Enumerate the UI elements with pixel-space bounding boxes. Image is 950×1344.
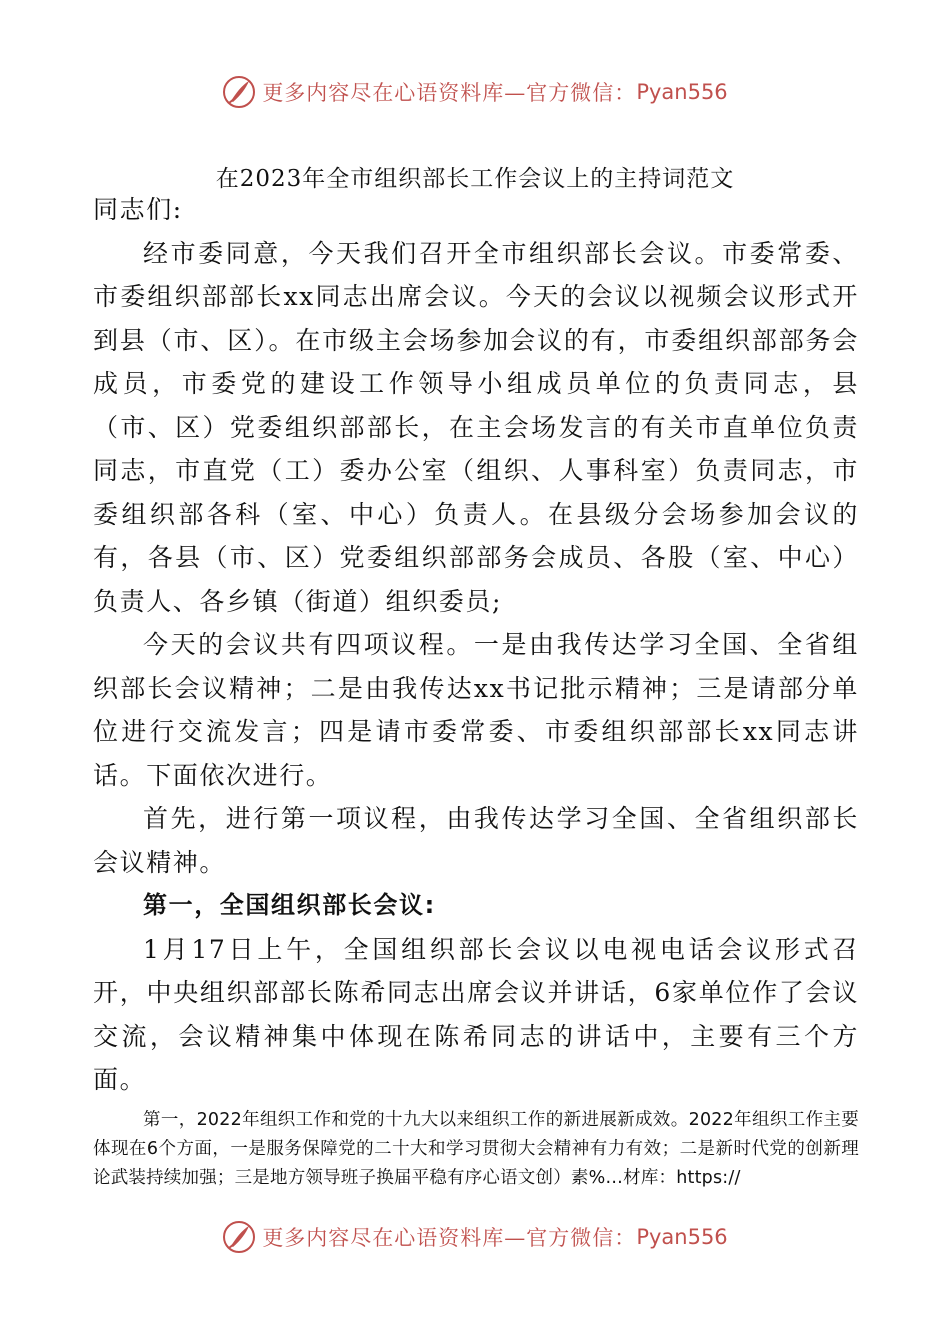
salutation: 同志们: <box>93 195 183 224</box>
paragraph-agenda: 今天的会议共有四项议程。一是由我传达学习全国、全省组织部长会议精神；二是由我传达xx书记批示精神；三是请部分单位进行交流发言；四是请市委常委、市委组织部部长xx同志讲话。下面依次进行。 <box>93 630 859 790</box>
quill-pen-logo-icon <box>222 75 256 109</box>
watermark-banner-bottom <box>0 1217 950 1257</box>
watermark-wechat-id: Pyan556 <box>636 1225 728 1249</box>
quill-pen-logo-icon <box>222 1220 256 1254</box>
paragraph-first-item: 首先，进行第一项议程，由我传达学习全国、全省组织部长会议精神。 <box>93 804 859 877</box>
paragraph-national-meeting: 1月17日上午，全国组织部长会议以电视电话会议形式召开，中央组织部部长陈希同志出席会议并讲话，6家单位作了会议交流，会议精神集中体现在陈希同志的讲话中，主要有三个方面。 <box>93 934 859 1094</box>
watermark-wechat-id: Pyan556 <box>636 80 728 104</box>
watermark-text: 更多内容尽在心语资料库—官方微信： <box>262 1226 637 1250</box>
paragraph-attendees: 经市委同意，今天我们召开全市组织部长会议。市委常委、市委组织部部长xx同志出席会议。今天的会议以视频会议形式开到县（市、区）。在市级主会场参加会议的有，市委组织部部务会成员，市委党的建设工作领导小组成员单位的负责同志，县（市、区）党委组织部部长，在主会场发言的有关市直单位负责同志，市直党（工）委办公室（组织、人事科室）负责同志，市委组织部各科（室、中心）负责人。在县级分会场参加会议的有，各县（市、区）党委组织部部务会成员、各股（室、中心）负责人、各乡镇（街道）组织委员; <box>93 238 859 616</box>
watermark-text: 更多内容尽在心语资料库—官方微信： <box>262 81 637 105</box>
section-heading: 第一，全国组织部长会议: <box>143 891 436 919</box>
paragraph-small-print: 第一，2022年组织工作和党的十九大以来组织工作的新进展新成效。2022年组织工作主要体现在6个方面，一是服务保障党的二十大和学习贯彻大会精神有力有效；二是新时代党的创新理论武装持续加强；三是地方领导班子换届平稳有序心语文创）素%…材库：https:// <box>93 1109 859 1188</box>
document-body <box>93 188 859 1193</box>
document-title: 在2023年全市组织部长工作会议上的主持词范文 <box>215 166 735 192</box>
watermark-banner-top <box>0 72 950 112</box>
